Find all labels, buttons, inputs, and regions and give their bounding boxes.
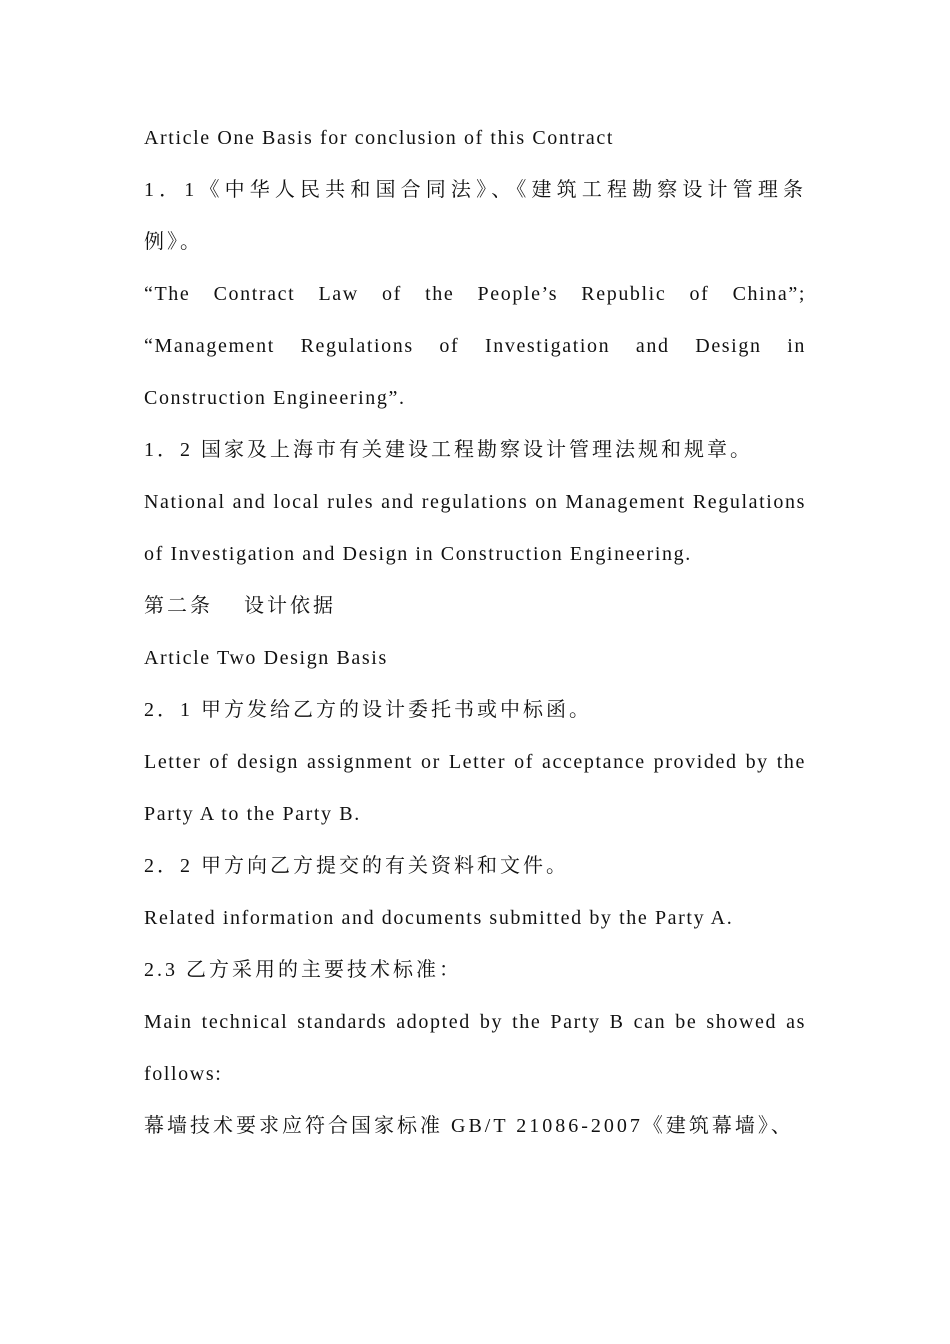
clause-2-1-english: Letter of design assignment or Letter of acceptance provided by the Party A to the Party B. [144,751,806,825]
article-one-heading: Article One Basis for conclusion of this Contract [144,127,614,149]
clause-1-1-chinese: 1．1《中华人民共和国合同法》、《建筑工程勘察设计管理条例》。 [144,179,806,253]
clause-1-1-english: “The Contract Law of the People’s Republic of China”; “Management Regulations of Investigation and Design in Construction Engineering”. [144,283,806,409]
clause-2-2-chinese: 2．2 甲方向乙方提交的有关资料和文件。 [144,855,569,877]
clause-2-3-english: Main technical standards adopted by the Party B can be showed as follows: [144,1011,806,1085]
clause-2-2-english: Related information and documents submitted by the Party A. [144,907,734,929]
clause-2-1-chinese: 2．1 甲方发给乙方的设计委托书或中标函。 [144,699,592,721]
article-two-heading-english: Article Two Design Basis [144,647,388,669]
article-two-heading-chinese: 第二条 设计依据 [144,595,336,617]
document-body [144,112,806,1152]
curtain-wall-standard-chinese: 幕墙技术要求应符合国家标准 GB/T 21086-2007《建筑幕墙》、 [144,1115,794,1137]
clause-2-3-chinese: 2.3 乙方采用的主要技术标准： [144,959,462,981]
clause-1-2-chinese: 1．2 国家及上海市有关建设工程勘察设计管理法规和规章。 [144,439,753,461]
clause-1-2-english: National and local rules and regulations on Management Regulations of Investigation and Design in Construction Engineering. [144,491,806,565]
